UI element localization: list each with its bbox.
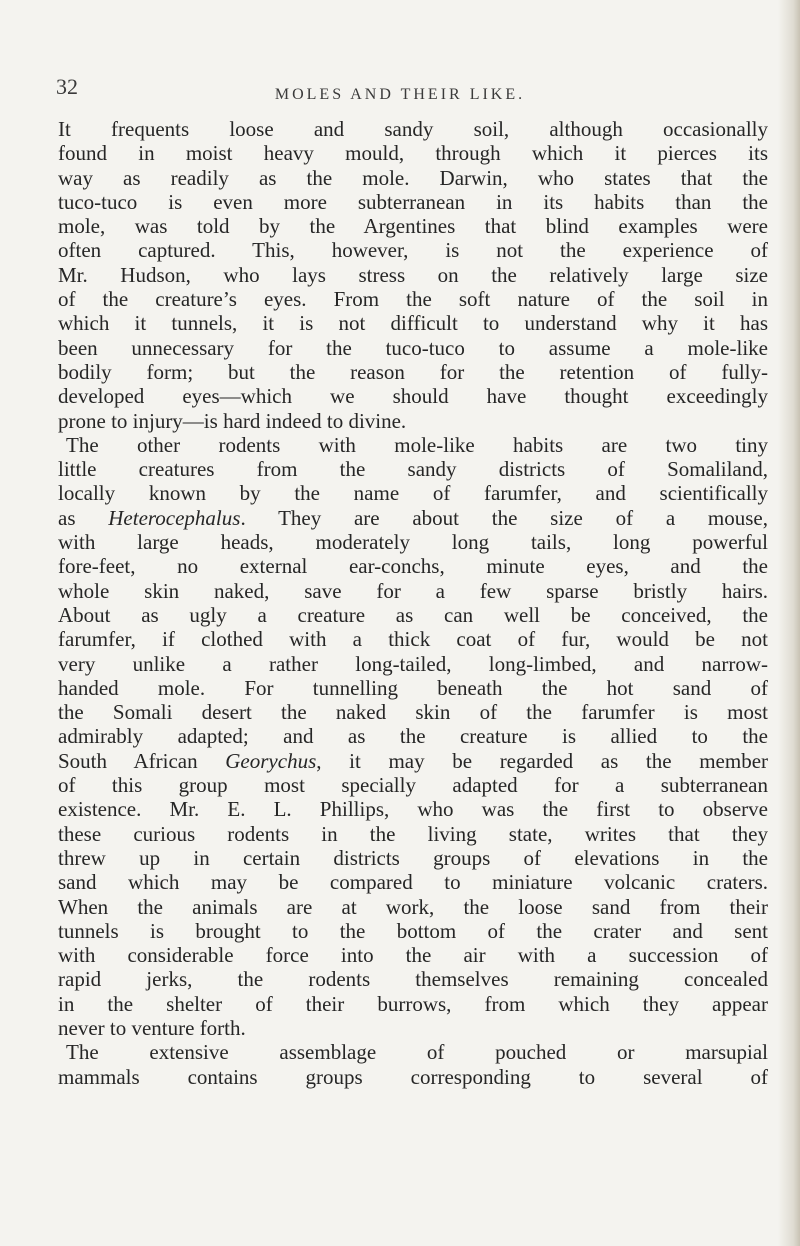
text-line: tuco-tuco is even more subterranean in its habits than the — [58, 189, 768, 214]
text-line: developed eyes—which we should have thought exceedingly — [58, 384, 768, 409]
text-line: farumfer, if clothed with a thick coat of fur, would be not — [58, 627, 768, 652]
text-line: prone to injury—is hard indeed to divine. — [58, 408, 407, 433]
text-line: About as ugly a creature as can well be conceived, the — [58, 602, 768, 627]
text-line: in the shelter of their burrows, from which they appear — [58, 991, 768, 1016]
text-line: rapid jerks, the rodents themselves remaining concealed — [58, 967, 768, 992]
text-line: with large heads, moderately long tails, long powerful — [58, 530, 768, 555]
text-line: handed mole. For tunnelling beneath the hot sand of — [58, 675, 768, 700]
text-line: these curious rodents in the living state, writes that they — [58, 821, 768, 846]
body-text — [58, 117, 768, 1089]
text-line: mammals contains groups corresponding to several of — [58, 1064, 768, 1089]
text-line: of this group most specially adapted for a subterranean — [58, 773, 768, 798]
scientific-name: Georychus — [225, 748, 317, 773]
text-line: threw up in certain districts groups of elevations in the — [58, 845, 768, 870]
page-number: 32 — [56, 74, 78, 99]
text-line: admirably adapted; and as the creature is allied to the — [58, 724, 768, 749]
text-line: mole, was told by the Argentines that blind examples were — [58, 214, 768, 239]
running-head: MOLES AND THEIR LIKE. — [274, 86, 526, 103]
text-line: fore-feet, no external ear-conchs, minute eyes, and the — [58, 554, 768, 579]
text-line: tunnels is brought to the bottom of the crater and sent — [58, 918, 768, 943]
scientific-name: Heterocephalus — [108, 505, 241, 530]
text-line: It frequents loose and sandy soil, although occasionally — [58, 117, 768, 141]
text-line: never to venture forth. — [58, 1015, 246, 1040]
text-line: little creatures from the sandy districts of Somaliland, — [58, 457, 768, 482]
text-line: which it tunnels, it is not difficult to understand why it has — [58, 311, 768, 336]
text-line: sand which may be compared to miniature volcanic craters. — [58, 870, 768, 895]
text-line: found in moist heavy mould, through which it pierces its — [58, 141, 768, 166]
text-line: locally known by the name of farumfer, and scientifically — [58, 481, 768, 506]
text-line: bodily form; but the reason for the retention of fully- — [58, 359, 768, 384]
text-line: existence. Mr. E. L. Phillips, who was the first to observe — [58, 797, 768, 822]
text-line: the Somali desert the naked skin of the farumfer is most — [58, 700, 768, 725]
text-line: often captured. This, however, is not the experience of — [58, 238, 768, 263]
text-line: The extensive assemblage of pouched or marsupial — [66, 1040, 768, 1065]
text-line: South African Georychus, it may be regarded as the member — [58, 748, 769, 773]
text-line: as Heterocephalus. They are about the size of a mouse, — [58, 505, 768, 530]
text-line: of the creature’s eyes. From the soft nature of the soil in — [58, 287, 768, 312]
text-line: When the animals are at work, the loose sand from their — [58, 894, 768, 919]
text-line: been unnecessary for the tuco-tuco to assume a mole-like — [58, 335, 768, 360]
text-line: whole skin naked, save for a few sparse bristly hairs. — [58, 578, 768, 603]
text-line: with considerable force into the air with a succession of — [58, 943, 768, 968]
text-line: way as readily as the mole. Darwin, who states that the — [58, 165, 768, 190]
text-line: The other rodents with mole-like habits are two tiny — [66, 432, 768, 457]
text-line: Mr. Hudson, who lays stress on the relatively large size — [58, 262, 768, 287]
text-line: very unlike a rather long-tailed, long-limbed, and narrow- — [58, 651, 768, 676]
page-edge-shadow — [778, 0, 800, 1246]
